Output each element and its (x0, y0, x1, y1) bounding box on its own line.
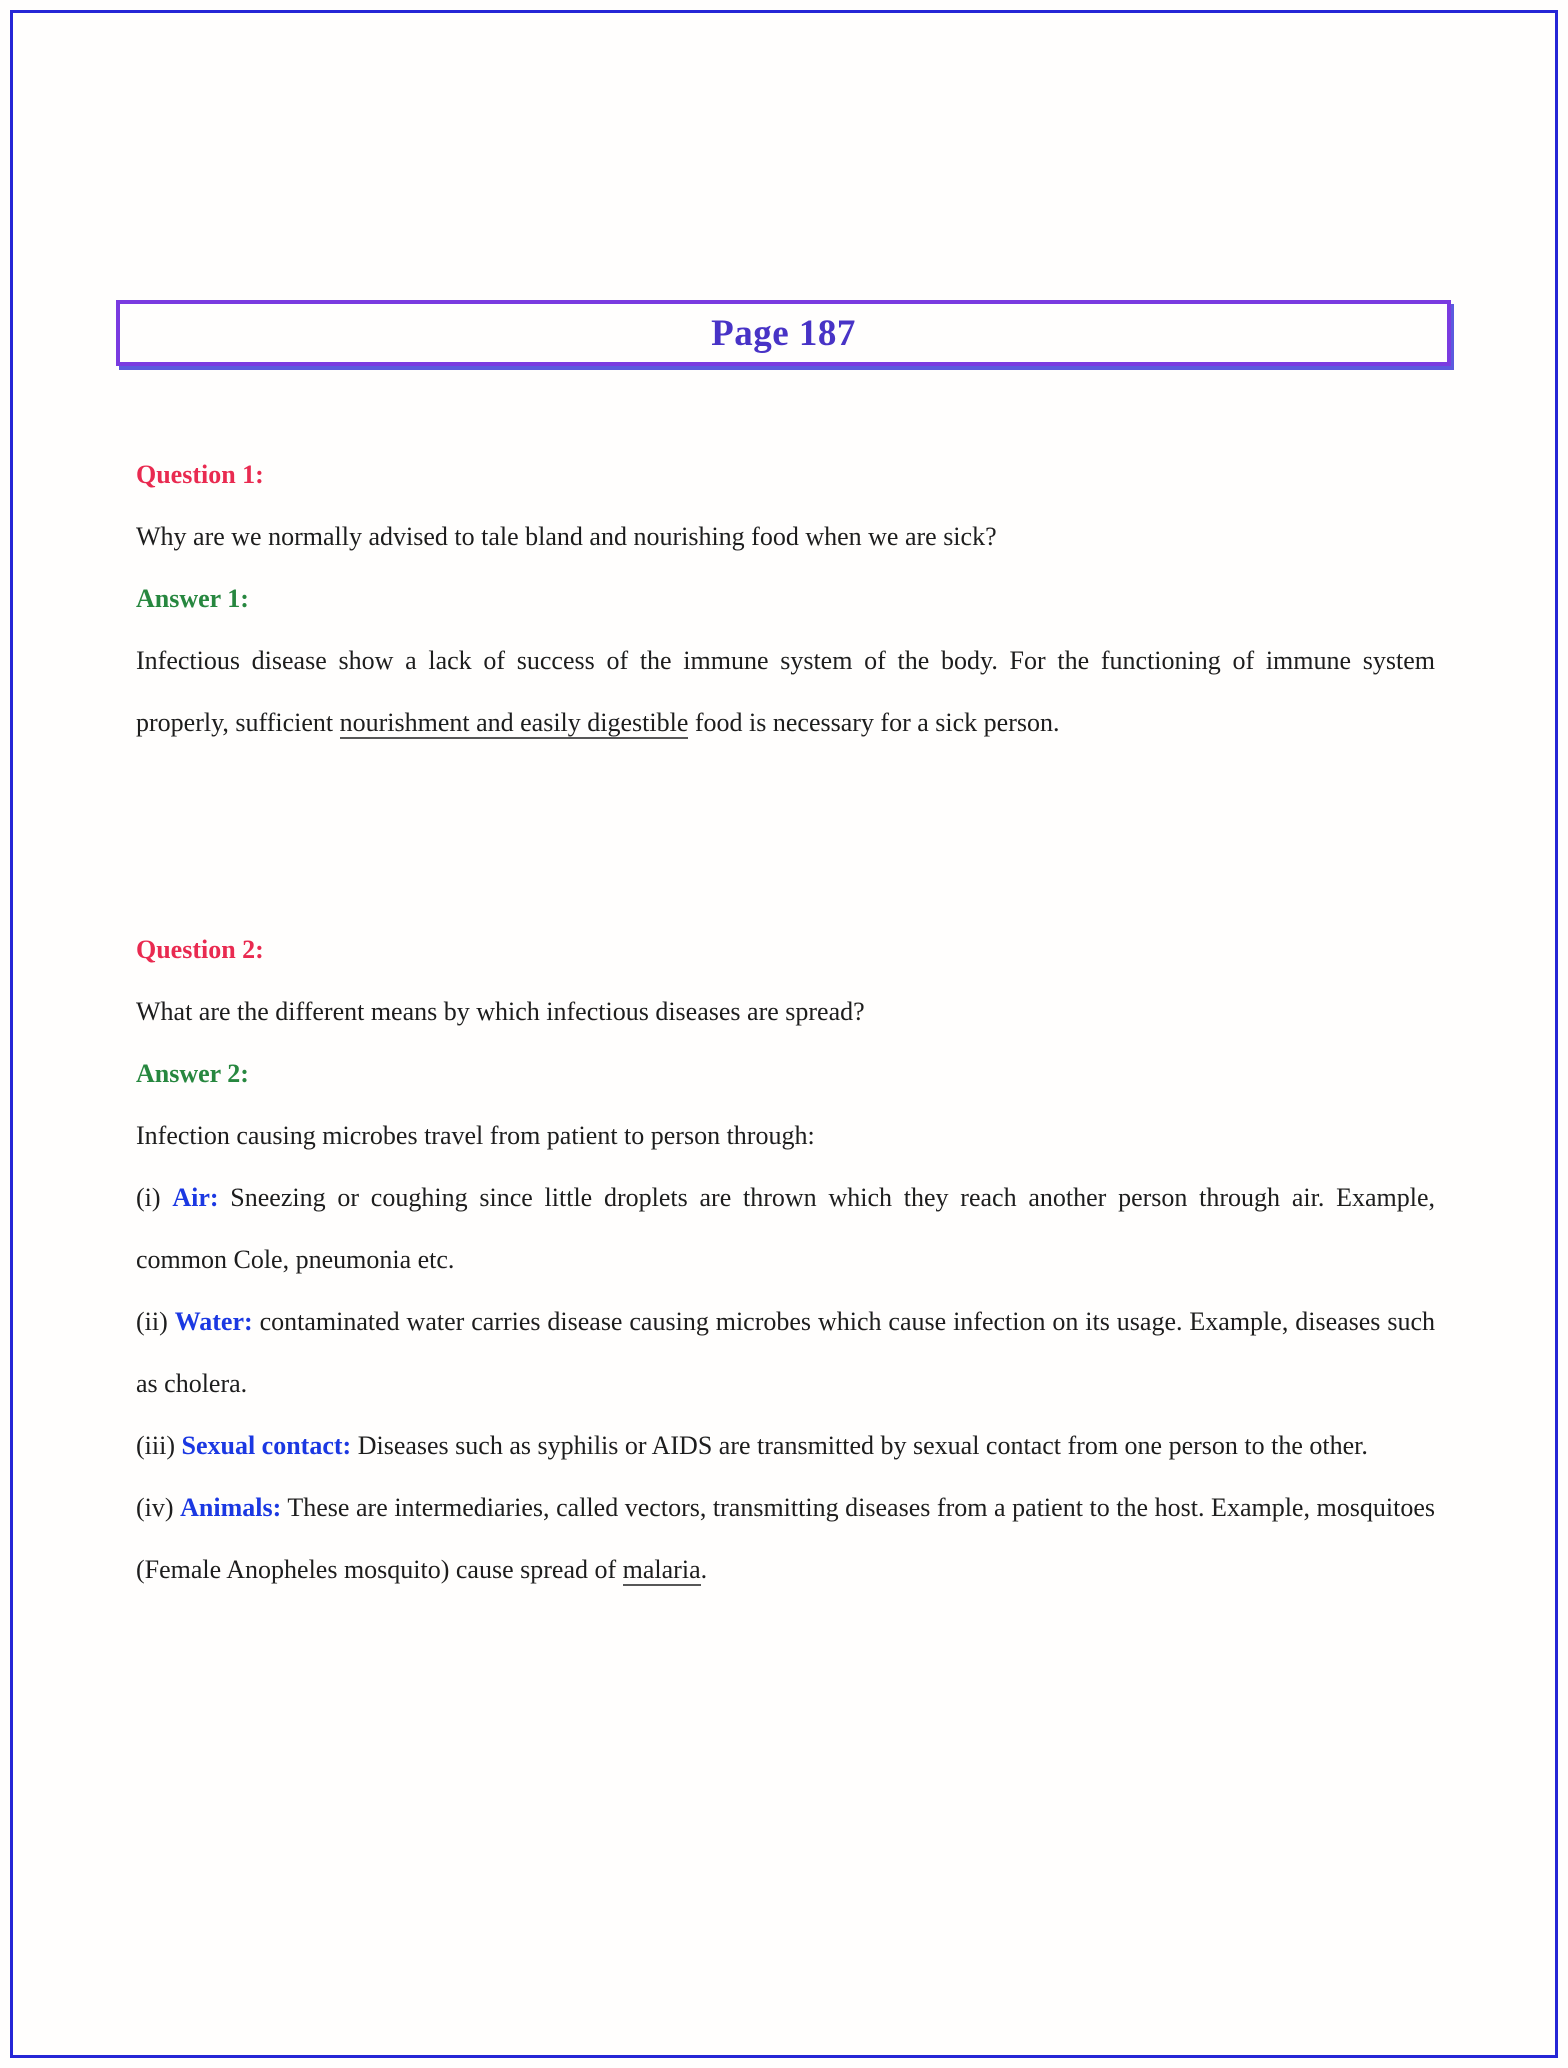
inline-label: Sexual contact: (181, 1431, 352, 1460)
page-title: Page 187 (711, 312, 856, 354)
page-title-box (116, 300, 1451, 366)
underlined-text: malaria (622, 1555, 701, 1584)
text-segment: contaminated water carries disease causing microbes which cause infection on its usage. Example, diseases such as cholera. (136, 1307, 1436, 1398)
answer-1-paragraph (136, 630, 1435, 754)
text-segment: These are intermediaries, called vectors, transmitting diseases from a patient to the host. Example, mosquitoes (Female Anopheles mosquito) cause spread of (136, 1493, 1435, 1584)
answer-2-item-sexual-contact (136, 1415, 1435, 1477)
text-segment: (iv) (136, 1493, 181, 1522)
underlined-text: nourishment and easily digestible (339, 708, 689, 737)
text-segment: food is necessary for a sick person. (688, 708, 1060, 737)
text-segment: (iii) (136, 1431, 182, 1460)
question-1-text: Why are we normally advised to tale bland and nourishing food when we are sick? (136, 522, 997, 551)
text-segment: . (700, 1555, 708, 1584)
question-1-label: Question 1: (136, 460, 264, 489)
text-segment: (ii) (136, 1307, 175, 1336)
inline-label: Air: (172, 1183, 219, 1212)
answer-1-label: Answer 1: (136, 584, 249, 613)
answer-2-intro: Infection causing microbes travel from patient to person through: (136, 1121, 815, 1150)
text-segment: Sneezing or coughing since little droplets are thrown which they reach another person through air. Example, common Cole, pneumonia etc. (136, 1183, 1436, 1274)
text-segment: (i) (136, 1183, 173, 1212)
answer-2-item-water (136, 1291, 1435, 1415)
text-segment: Infectious disease show a lack of success of the immune system of the body. For the functioning of immune system properly, sufficient (136, 646, 1435, 737)
question-2-section (136, 919, 1435, 1601)
inline-label: Animals: (180, 1493, 282, 1522)
text-segment: Diseases such as syphilis or AIDS are transmitted by sexual contact from one person to the other. (351, 1431, 1368, 1460)
question-2-text: What are the different means by which infectious diseases are spread? (136, 997, 865, 1026)
page-content (136, 444, 1435, 1601)
answer-2-label: Answer 2: (136, 1059, 249, 1088)
inline-label: Water: (174, 1307, 253, 1336)
answer-2-item-air (136, 1167, 1435, 1291)
question-2-label: Question 2: (136, 935, 264, 964)
answer-2-item-animals (136, 1477, 1435, 1601)
question-1-section (136, 444, 1435, 754)
